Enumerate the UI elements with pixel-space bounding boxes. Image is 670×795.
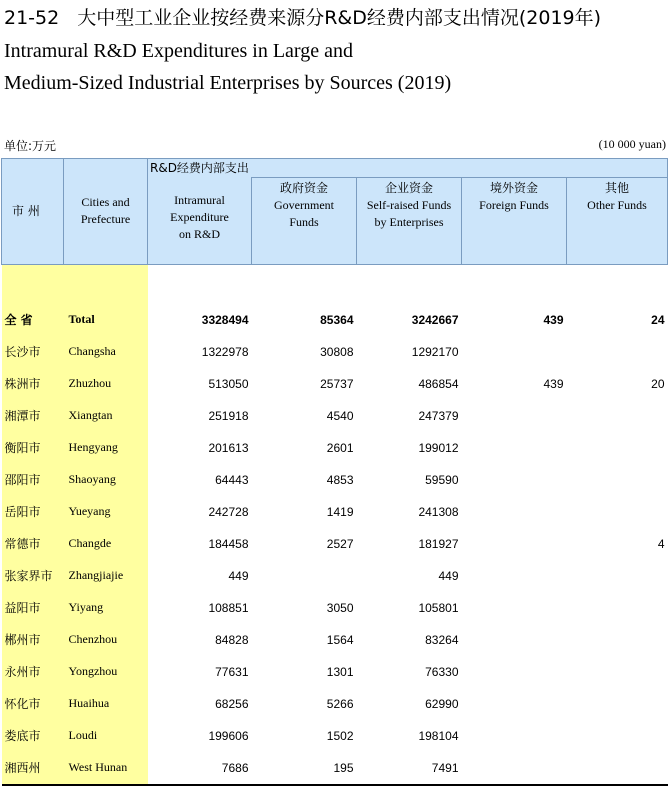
table-row (2, 400, 668, 432)
region-name-en: Shaoyang (64, 464, 148, 496)
table-body (2, 264, 668, 785)
intramural-value: 64443 (215, 472, 249, 487)
data-table (1, 158, 668, 786)
table-row (2, 432, 668, 464)
region-name-en: Zhuzhou (64, 368, 148, 400)
foreign-funds-value (462, 624, 567, 656)
spacer-cell (252, 264, 357, 304)
table-row (2, 720, 668, 752)
header-self-raised-cn: 企业资金 (384, 181, 433, 195)
table-row (2, 752, 668, 785)
government-funds-value: 1419 (326, 504, 354, 519)
table-row (2, 688, 668, 720)
header-city-en-line1: Cities and (81, 195, 130, 210)
other-funds-value (567, 496, 668, 528)
region-name-cn: 益阳市 (2, 592, 64, 624)
self-raised-value: 59590 (425, 472, 459, 487)
government-funds-value (252, 560, 357, 592)
header-other (567, 178, 668, 265)
table-row (2, 496, 668, 528)
table-row (2, 368, 668, 400)
other-funds-value (567, 720, 668, 752)
header-self-raised-en2: by Enterprises (374, 215, 444, 229)
foreign-funds-value (462, 336, 567, 368)
foreign-funds-value: 439 (543, 312, 564, 327)
region-name-cn: 全 省 (2, 304, 64, 336)
intramural-value: 7686 (148, 752, 252, 785)
government-funds-value: 25737 (320, 376, 354, 391)
other-funds-value (567, 624, 668, 656)
region-name-en: Yongzhou (64, 656, 148, 688)
other-funds-value (567, 752, 668, 785)
government-funds-value: 1502 (326, 728, 354, 743)
table-row (2, 592, 668, 624)
table-row-total (2, 304, 668, 336)
header-city-en (64, 159, 148, 265)
region-name-cn: 怀化市 (2, 688, 64, 720)
page-title-chinese (4, 4, 666, 32)
self-raised-value: 449 (438, 568, 459, 583)
header-foreign-cn: 境外资金 (489, 181, 538, 195)
region-name-cn: 张家界市 (2, 560, 64, 592)
region-name-cn: 邵阳市 (2, 464, 64, 496)
self-raised-value: 198104 (418, 728, 459, 743)
intramural-value: 449 (228, 568, 249, 583)
government-funds-value: 30808 (320, 344, 354, 359)
foreign-funds-value (462, 464, 567, 496)
intramural-value: 513050 (208, 376, 249, 391)
government-funds-value: 1564 (326, 632, 354, 647)
region-name-cn: 湘西州 (2, 752, 64, 785)
header-foreign (462, 178, 567, 265)
other-funds-value: 20 (651, 376, 665, 391)
foreign-funds-value (462, 752, 567, 785)
region-name-en: Changsha (64, 336, 148, 368)
region-name-en: West Hunan (64, 752, 148, 785)
other-funds-value: 4 (657, 536, 665, 551)
self-raised-value: 181927 (418, 536, 459, 551)
region-name-cn: 株洲市 (2, 368, 64, 400)
region-name-en: Total (64, 304, 148, 336)
intramural-value: 68256 (215, 696, 249, 711)
header-intramural-line1: Intramural (174, 192, 225, 207)
header-other-en: Other Funds (587, 198, 647, 212)
foreign-funds-value (462, 432, 567, 464)
header-government (252, 178, 357, 265)
spacer-cell (357, 264, 462, 304)
intramural-value: 201613 (208, 440, 249, 455)
header-foreign-en: Foreign Funds (479, 198, 549, 212)
header-government-cn: 政府资金 (279, 181, 328, 195)
header-group-rd: R&D经费内部支出 (148, 159, 668, 178)
header-other-cn: 其他 (605, 181, 630, 195)
region-name-cn: 永州市 (2, 656, 64, 688)
table-row (2, 560, 668, 592)
header-self-raised-en1: Self-raised Funds (366, 198, 452, 212)
other-funds-value (567, 432, 668, 464)
region-name-cn: 娄底市 (2, 720, 64, 752)
table-row (2, 528, 668, 560)
header-city-cn: 市 州 (2, 159, 64, 265)
government-funds-value: 2527 (326, 536, 354, 551)
other-funds-value (567, 336, 668, 368)
region-name-en: Hengyang (64, 432, 148, 464)
other-funds-value (567, 592, 668, 624)
header-government-en1: Government (274, 198, 334, 212)
self-raised-value: 3242667 (411, 312, 459, 327)
government-funds-value: 4540 (326, 408, 354, 423)
foreign-funds-value: 439 (543, 376, 564, 391)
other-funds-value (567, 688, 668, 720)
table-number: 21-52 (4, 7, 60, 29)
region-name-en: Yiyang (64, 592, 148, 624)
intramural-value: 242728 (208, 504, 249, 519)
table-row (2, 656, 668, 688)
government-funds-value: 1301 (326, 664, 354, 679)
intramural-value: 1322978 (201, 344, 249, 359)
government-funds-value: 4853 (326, 472, 354, 487)
region-name-en: Zhangjiajie (64, 560, 148, 592)
other-funds-value (567, 656, 668, 688)
government-funds-value: 5266 (326, 696, 354, 711)
foreign-funds-value (462, 720, 567, 752)
intramural-value: 108851 (208, 600, 249, 615)
intramural-value: 184458 (208, 536, 249, 551)
other-funds-value: 24 (651, 312, 665, 327)
other-funds-value (567, 464, 668, 496)
intramural-value: 84828 (215, 632, 249, 647)
page-title-english-line2: Medium-Sized Industrial Enterprises by Sources (2019) (4, 72, 452, 94)
foreign-funds-value (462, 688, 567, 720)
region-name-cn: 常德市 (2, 528, 64, 560)
foreign-funds-value (462, 400, 567, 432)
self-raised-value: 83264 (425, 632, 459, 647)
foreign-funds-value (462, 560, 567, 592)
table-row (2, 624, 668, 656)
self-raised-value: 199012 (418, 440, 459, 455)
table-row (2, 464, 668, 496)
region-name-en: Yueyang (64, 496, 148, 528)
government-funds-value: 195 (252, 752, 357, 785)
self-raised-value: 1292170 (411, 344, 459, 359)
intramural-value: 77631 (215, 664, 249, 679)
spacer-cell (64, 264, 148, 304)
header-intramural (148, 178, 252, 265)
region-name-en: Xiangtan (64, 400, 148, 432)
header-government-en2: Funds (289, 215, 319, 229)
foreign-funds-value (462, 656, 567, 688)
region-name-cn: 衡阳市 (2, 432, 64, 464)
unit-label-english: (10 000 yuan) (598, 137, 666, 151)
region-name-en: Chenzhou (64, 624, 148, 656)
header-intramural-line3: on R&D (178, 226, 220, 241)
region-name-cn: 郴州市 (2, 624, 64, 656)
region-name-en: Changde (64, 528, 148, 560)
spacer-cell (462, 264, 567, 304)
government-funds-value: 2601 (326, 440, 354, 455)
foreign-funds-value (462, 528, 567, 560)
self-raised-value: 62990 (425, 696, 459, 711)
government-funds-value: 85364 (320, 312, 354, 327)
region-name-cn: 长沙市 (2, 336, 64, 368)
unit-label-chinese: 单位:万元 (4, 139, 57, 153)
spacer-cell (148, 264, 252, 304)
other-funds-value (567, 560, 668, 592)
self-raised-value: 247379 (418, 408, 459, 423)
government-funds-value: 3050 (326, 600, 354, 615)
self-raised-value: 241308 (418, 504, 459, 519)
intramural-value: 251918 (208, 408, 249, 423)
title-chinese-text: 大中型工业企业按经费来源分R&D经费内部支出情况(2019年) (77, 7, 602, 29)
self-raised-value: 76330 (425, 664, 459, 679)
header-self-raised (357, 178, 462, 265)
page-title-english-line1: Intramural R&D Expenditures in Large and (4, 40, 353, 62)
other-funds-value (567, 400, 668, 432)
header-city-en-line2: Prefecture (80, 212, 131, 227)
table-row (2, 336, 668, 368)
foreign-funds-value (462, 496, 567, 528)
header-intramural-line2: Expenditure (170, 209, 229, 224)
self-raised-value: 7491 (357, 752, 462, 785)
region-name-en: Huaihua (64, 688, 148, 720)
spacer-cell (567, 264, 668, 304)
spacer-cell (2, 264, 64, 304)
intramural-value: 199606 (208, 728, 249, 743)
region-name-cn: 岳阳市 (2, 496, 64, 528)
foreign-funds-value (462, 592, 567, 624)
spacer-row (2, 264, 668, 304)
self-raised-value: 105801 (418, 600, 459, 615)
intramural-value: 3328494 (201, 312, 249, 327)
region-name-en: Loudi (64, 720, 148, 752)
self-raised-value: 486854 (418, 376, 459, 391)
table-header (2, 159, 668, 265)
region-name-cn: 湘潭市 (2, 400, 64, 432)
